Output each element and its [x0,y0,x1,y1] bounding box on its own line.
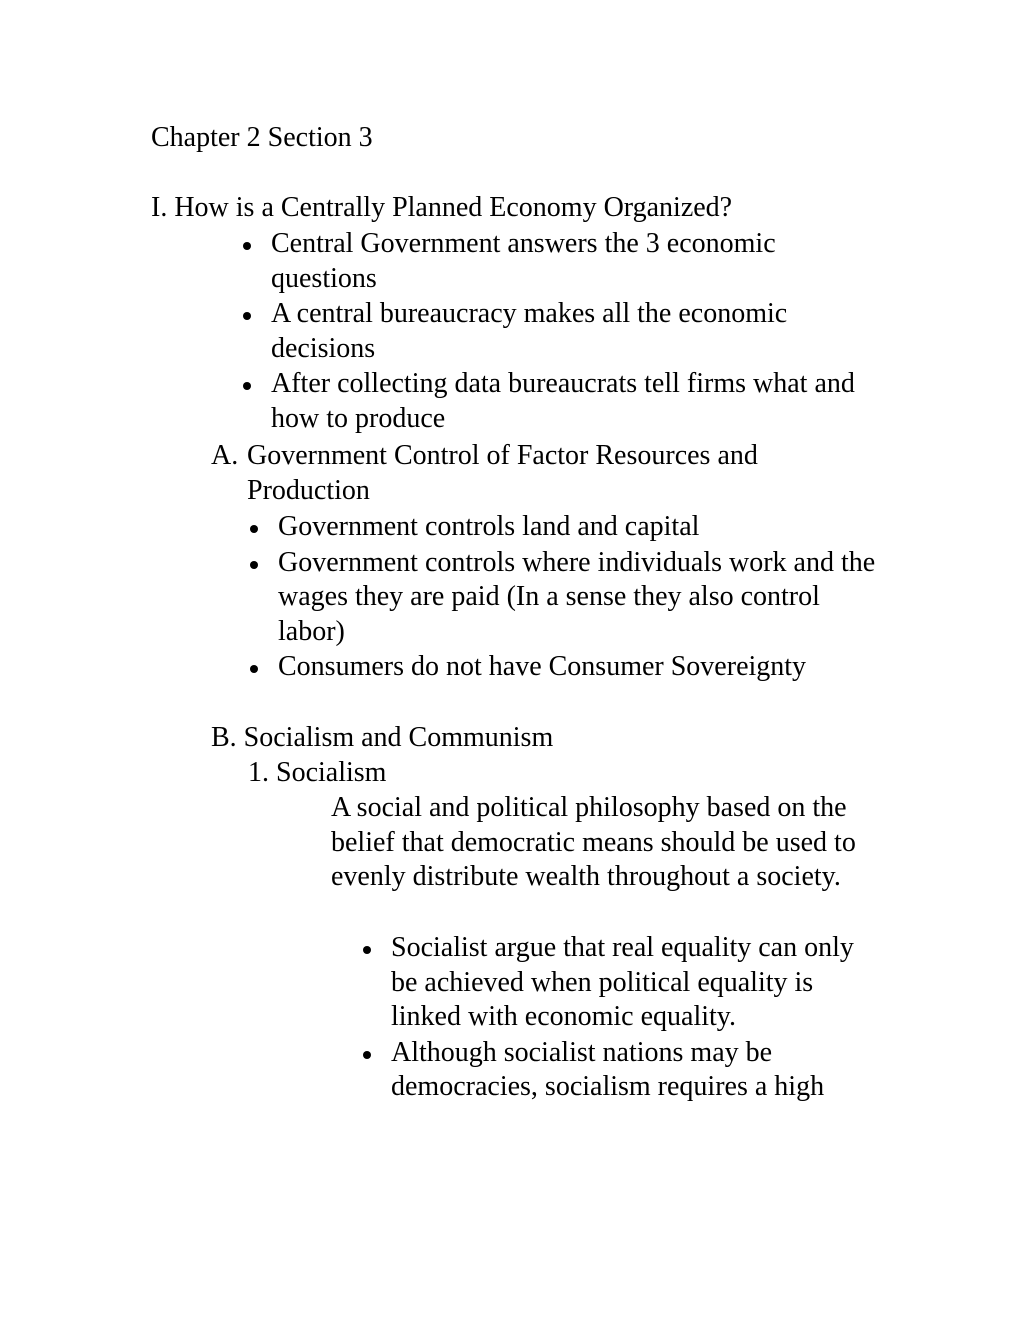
subsection-a-label: A. [211,440,239,471]
bullet-icon [243,312,251,320]
list-item-text: Socialist argue that real equality can only be achieved when political equality is linked with economic equality. [391,932,854,1033]
list-item [391,931,861,1035]
socialism-definition: A social and political philosophy based on the belief that democratic means should be used to evenly distribute wealth throughout a society. [331,792,856,893]
list-item-text: Although socialist nations may be democracies, socialism requires a high [391,1036,825,1103]
bullet-icon [363,1051,371,1059]
list-item-text: Consumers do not have Consumer Sovereignty [278,651,807,683]
item-1-heading: 1. Socialism [248,757,387,788]
list-item [278,650,878,685]
bullet-icon [363,946,371,954]
list-item [278,510,878,545]
list-item [278,546,878,650]
bullet-icon [250,561,258,569]
list-item-text: A central bureaucracy makes all the economic decisions [271,298,788,364]
subsection-a-heading-text: Government Control of Factor Resources and Production [247,440,758,506]
list-item-text: Government controls land and capital [278,511,700,542]
bullet-icon [243,242,251,250]
list-item-text: After collecting data bureaucrats tell firms what and how to produce [271,368,855,434]
list-item [271,367,861,436]
bullet-icon [250,525,258,533]
bullet-icon [250,665,258,673]
list-item [271,297,861,366]
subsection-b-heading: B. Socialism and Communism [211,722,554,753]
section-i-bullet-list [271,227,861,438]
list-item [271,227,861,296]
list-item-text: Central Government answers the 3 economic questions [271,228,776,294]
list-item [391,1036,861,1105]
bullet-icon [243,382,251,390]
chapter-title: Chapter 2 Section 3 [151,122,373,153]
socialism-bullet-list [391,931,861,1106]
section-i-heading: I. How is a Centrally Planned Economy Organized? [151,192,733,223]
subsection-a-heading [211,439,887,508]
subsection-a-bullet-list [278,510,878,686]
list-item-text: Government controls where individuals work and the wages they are paid (In a sense they also control labor) [278,546,876,647]
